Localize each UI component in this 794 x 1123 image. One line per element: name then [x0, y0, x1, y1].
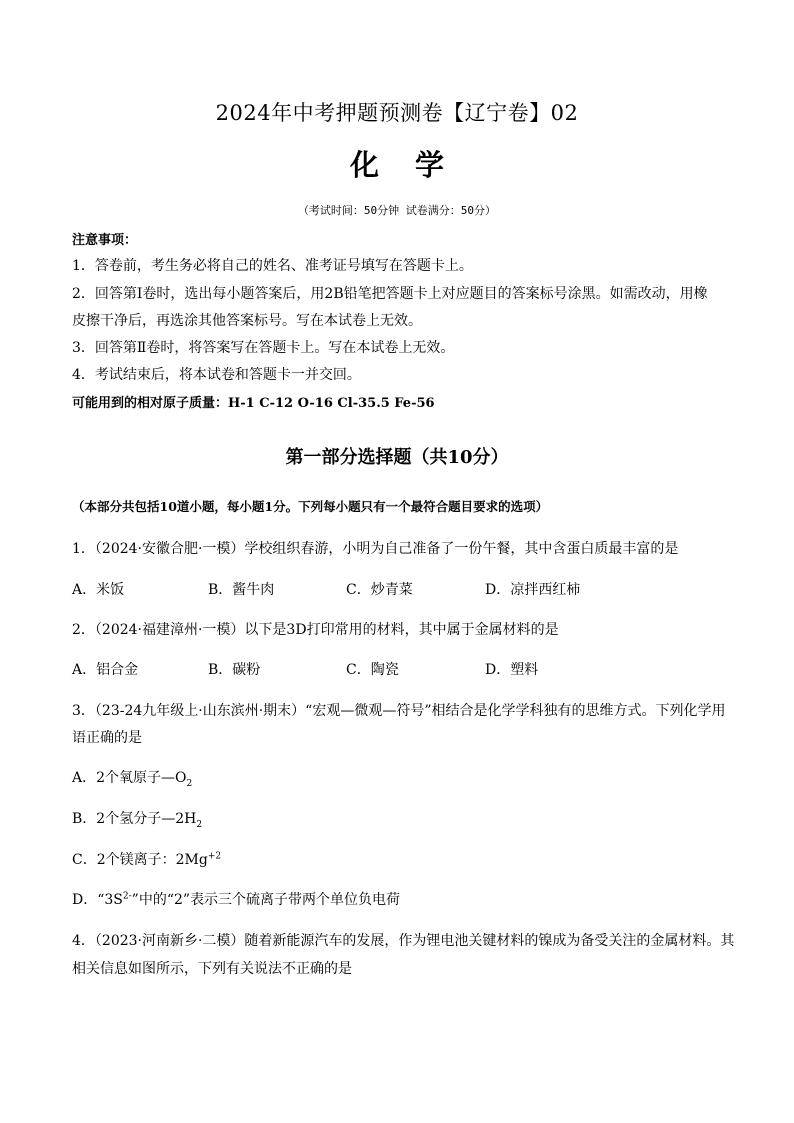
- q1-option-a: A．米饭: [72, 582, 125, 598]
- notice-item-2-line-2: 皮擦干净后，再选涂其他答案标号。写在本试卷上无效。: [72, 313, 422, 329]
- exam-title: 2024年中考押题预测卷【辽宁卷】02: [215, 101, 579, 125]
- notice-item-3: 3．回答第Ⅱ卷时，将答案写在答题卡上。写在本试卷上无效。: [72, 340, 455, 356]
- subject-title: [0, 143, 794, 184]
- atomic-mass-line: 可能用到的相对原子质量：H-1 C-12 O-16 Cl-35.5 Fe-56: [72, 396, 435, 411]
- notice-item-4: 4．考试结束后，将本试卷和答题卡一并交回。: [72, 367, 361, 383]
- q1-option-b: B．酱牛肉: [208, 582, 275, 598]
- subject-char-2: 学: [415, 148, 445, 182]
- q1-stem: 1．（2024·安徽合肥·一模）学校组织春游，小明为自己准备了一份午餐，其中含蛋白质最丰富的是: [72, 541, 679, 557]
- section-title: 第一部分选择题（共10分）: [285, 447, 509, 468]
- q2-option-a: A．铝合金: [72, 662, 139, 678]
- q3-stem-line-1: 3．（23-24九年级上·山东滨州·期末）“宏观—微观—符号”相结合是化学学科独有的思维方式。下列化学用: [72, 703, 726, 719]
- exam-timing: （考试时间：50分钟 试卷满分：50分）: [297, 204, 497, 217]
- q4-stem-line-2: 相关信息如图所示，下列有关说法不正确的是: [72, 961, 352, 977]
- q3-option-a: A．2个氧原子$—O_2$: [72, 770, 193, 789]
- notice-item-1: 1．答卷前，考生务必将自己的姓名、准考证号填写在答题卡上。: [72, 258, 473, 274]
- subject-char-1: 化: [349, 148, 379, 182]
- q1-option-c: C．炒青菜: [346, 582, 413, 598]
- q2-option-d: D．塑料: [485, 662, 539, 678]
- section-instruction: （本部分共包括10道小题，每小题1分。下列每小题只有一个最符合题目要求的选项）: [72, 499, 549, 514]
- notice-item-2-line-1: 2．回答第Ⅰ卷时，选出每小题答案后，用2B铅笔把答题卡上对应题目的答案标号涂黑。如需改动，用橡: [72, 286, 708, 302]
- q1-option-d: D．凉拌西红柿: [485, 582, 581, 598]
- q4-stem-line-1: 4．（2023·河南新乡·二模）随着新能源汽车的发展，作为锂电池关键材料的镍成为备受关注的金属材料。其: [72, 933, 735, 949]
- q3-option-c: C．2个镁离子：$2Mg^{+2}$: [72, 851, 222, 868]
- q3-stem-line-2: 语正确的是: [72, 730, 142, 746]
- q2-option-b: B．碳粉: [208, 662, 261, 678]
- q2-option-c: C．陶瓷: [346, 662, 399, 678]
- notice-heading: 注意事项：: [72, 233, 138, 248]
- q2-stem: 2．（2024·福建漳州·一模）以下是3D打印常用的材料，其中属于金属材料的是: [72, 622, 559, 638]
- q3-option-d: D．“$3S^{2-}$”中的“2”表示三个硫离子带两个单位负电荷: [72, 891, 401, 908]
- q3-option-b: B．2个氢分子$—2H_2$: [72, 811, 203, 830]
